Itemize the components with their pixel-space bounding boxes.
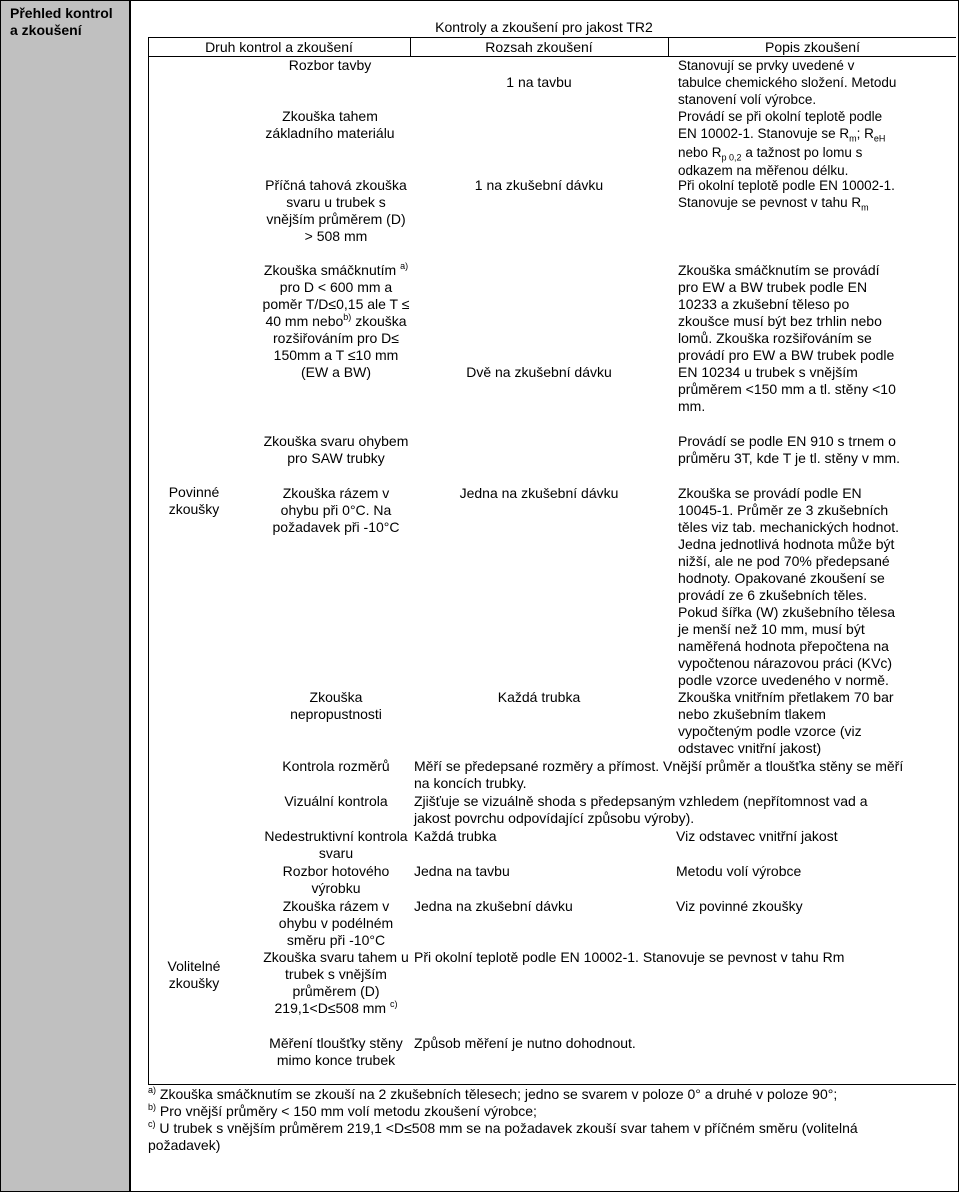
footnote: $^{c)}$ U trubek s vnějším průměrem 219,1 <D≤508 mm se na požadavek zkouší svar tahem v příčném směru (volitelná požadavek) bbox=[148, 1119, 858, 1153]
sidebar-title: Přehled kontrol a zkoušení bbox=[10, 5, 113, 38]
row-desc: Zkouška se provádí podle EN 10045-1. Průměr ze 3 zkušebních těles viz tab. mechanických hodnot. Jedna jednotlivá hodnota může být nižší, ale ne pod 70% předepsané hodnoty. Opakované zkoušení se provádí ze 6 zkušebních těles. Pokud šířka (W) zkušebního tělesa je menší než 10 mm, musí být naměřená hodnota přepočtena na vypočtenou nárazovou práci (KVc) podle vzorce uvedeného v normě. bbox=[678, 485, 900, 688]
row-scope: Každá trubka bbox=[414, 828, 497, 844]
row-type: Zkouška nepropustnosti bbox=[290, 689, 382, 722]
row-type: Zkouška rázem v ohybu při 0°C. Na požadavek při -10°C bbox=[272, 485, 400, 535]
row-desc: Měří se předepsané rozměry a přímost. Vnější průměr a tloušťka stěny se měří na koncích trubky. bbox=[414, 758, 904, 791]
row-desc: Při okolní teplotě podle EN 10002-1. Stanovuje se pevnost v tahu $R_m$ bbox=[678, 178, 895, 213]
row-desc: Zkouška vnitřním přetlakem 70 bar nebo zkušebním tlakem vypočteným podle vzorce (viz odstavec vnitřní jakost) bbox=[678, 689, 894, 756]
row-desc: Při okolní teplotě podle EN 10002-1. Stanovuje se pevnost v tahu Rm bbox=[414, 949, 845, 965]
rule bbox=[148, 37, 956, 38]
rule bbox=[148, 37, 149, 1084]
footnote: $^{a)}$ Zkouška smáčknutím se zkouší na 2 zkušebních tělesech; jedno se svarem v poloze 0° a druhé v poloze 90°; bbox=[148, 1085, 838, 1102]
row-type: Zkouška rázem v ohybu v podélném směru při -10°C bbox=[278, 898, 394, 948]
row-scope: 1 na tavbu bbox=[506, 74, 572, 90]
row-type: Kontrola rozměrů bbox=[282, 758, 390, 774]
row-type: Nedestruktivní kontrola svaru bbox=[264, 828, 408, 861]
row-desc: Stanovují se prvky uvedené v tabulce chemického složení. Metodu stanovení volí výrobce. bbox=[678, 58, 897, 107]
row-type: Zkouška tahem základního materiálu bbox=[265, 108, 395, 141]
row-desc: Zjišťuje se vizuálně shoda s předepsaným vzhledem (nepřítomnost vad a jakost povrchu odpovídající způsobu výroby). bbox=[414, 793, 868, 826]
group-mandatory: Povinné zkoušky bbox=[168, 484, 220, 517]
header-scope: Rozsah zkoušení bbox=[485, 39, 593, 55]
row-scope: 1 na zkušební dávku bbox=[474, 177, 604, 193]
table-caption: Kontroly a zkoušení pro jakost TR2 bbox=[435, 19, 653, 35]
footnote: $^{b)}$ Pro vnější průměry < 150 mm volí metodu zkoušení výrobce; bbox=[148, 1102, 537, 1119]
row-type: Rozbor tavby bbox=[288, 57, 372, 73]
row-type: Vizuální kontrola bbox=[284, 793, 388, 809]
row-scope: Dvě na zkušební dávku bbox=[466, 364, 612, 380]
row-type: Měření tloušťky stěny mimo konce trubek bbox=[269, 1035, 403, 1068]
row-type: Zkouška svaru ohybem pro SAW trubky bbox=[263, 433, 409, 466]
header-type: Druh kontrol a zkoušení bbox=[205, 39, 353, 55]
row-type: Příčná tahová zkouška svaru u trubek s vnějším průměrem (D) > 508 mm bbox=[265, 177, 407, 244]
row-desc: Metodu volí výrobce bbox=[676, 863, 802, 879]
row-scope: Jedna na tavbu bbox=[414, 863, 510, 879]
row-scope: Každá trubka bbox=[497, 689, 581, 705]
header-desc: Popis zkoušení bbox=[765, 39, 860, 55]
row-desc: Viz povinné zkoušky bbox=[676, 898, 803, 914]
row-scope: Jedna na zkušební dávku bbox=[459, 485, 619, 501]
rule bbox=[148, 1084, 956, 1085]
group-optional: Volitelné zkoušky bbox=[167, 958, 221, 991]
row-scope: Jedna na zkušební dávku bbox=[414, 898, 573, 914]
row-desc: Způsob měření je nutno dohodnout. bbox=[414, 1035, 636, 1051]
row-desc: Provádí se při okolní teplotě podle EN 10002-1. Stanovuje se $R_m$; $R_{eH}$ nebo $R_{p 0,2}$ a tažnost po lomu s odkazem na měřenou délku. bbox=[678, 109, 886, 179]
row-desc: Zkouška smáčknutím se provádí pro EW a BW trubek podle EN 10233 a zkušební těleso po zkoušce musí být bez trhlin nebo lomů. Zkouška rozšiřováním se provádí pro EW a BW trubek podle EN 10234 u trubek s vnějším průměrem <150 mm a tl. stěny <10 mm. bbox=[678, 262, 896, 414]
row-desc: Provádí se podle EN 910 s trnem o průměru 3T, kde T je tl. stěny v mm. bbox=[678, 433, 901, 466]
sidebar bbox=[1, 1, 131, 1191]
row-type: Zkouška svaru tahem u trubek s vnějším průměrem (D) 219,1<D≤508 mm $^{c)}$ bbox=[263, 949, 409, 1016]
row-type: Rozbor hotového výrobku bbox=[282, 863, 390, 896]
row-type: Zkouška smáčknutím $^{a)}$ pro D < 600 mm a poměr T/D≤0,15 ale T ≤ 40 mm nebo$^{b)}$ zkouška rozšiřováním pro D≤ 150mm a T ≤10 mm (EW a BW) bbox=[262, 261, 410, 380]
row-desc: Viz odstavec vnitřní jakost bbox=[676, 828, 838, 844]
